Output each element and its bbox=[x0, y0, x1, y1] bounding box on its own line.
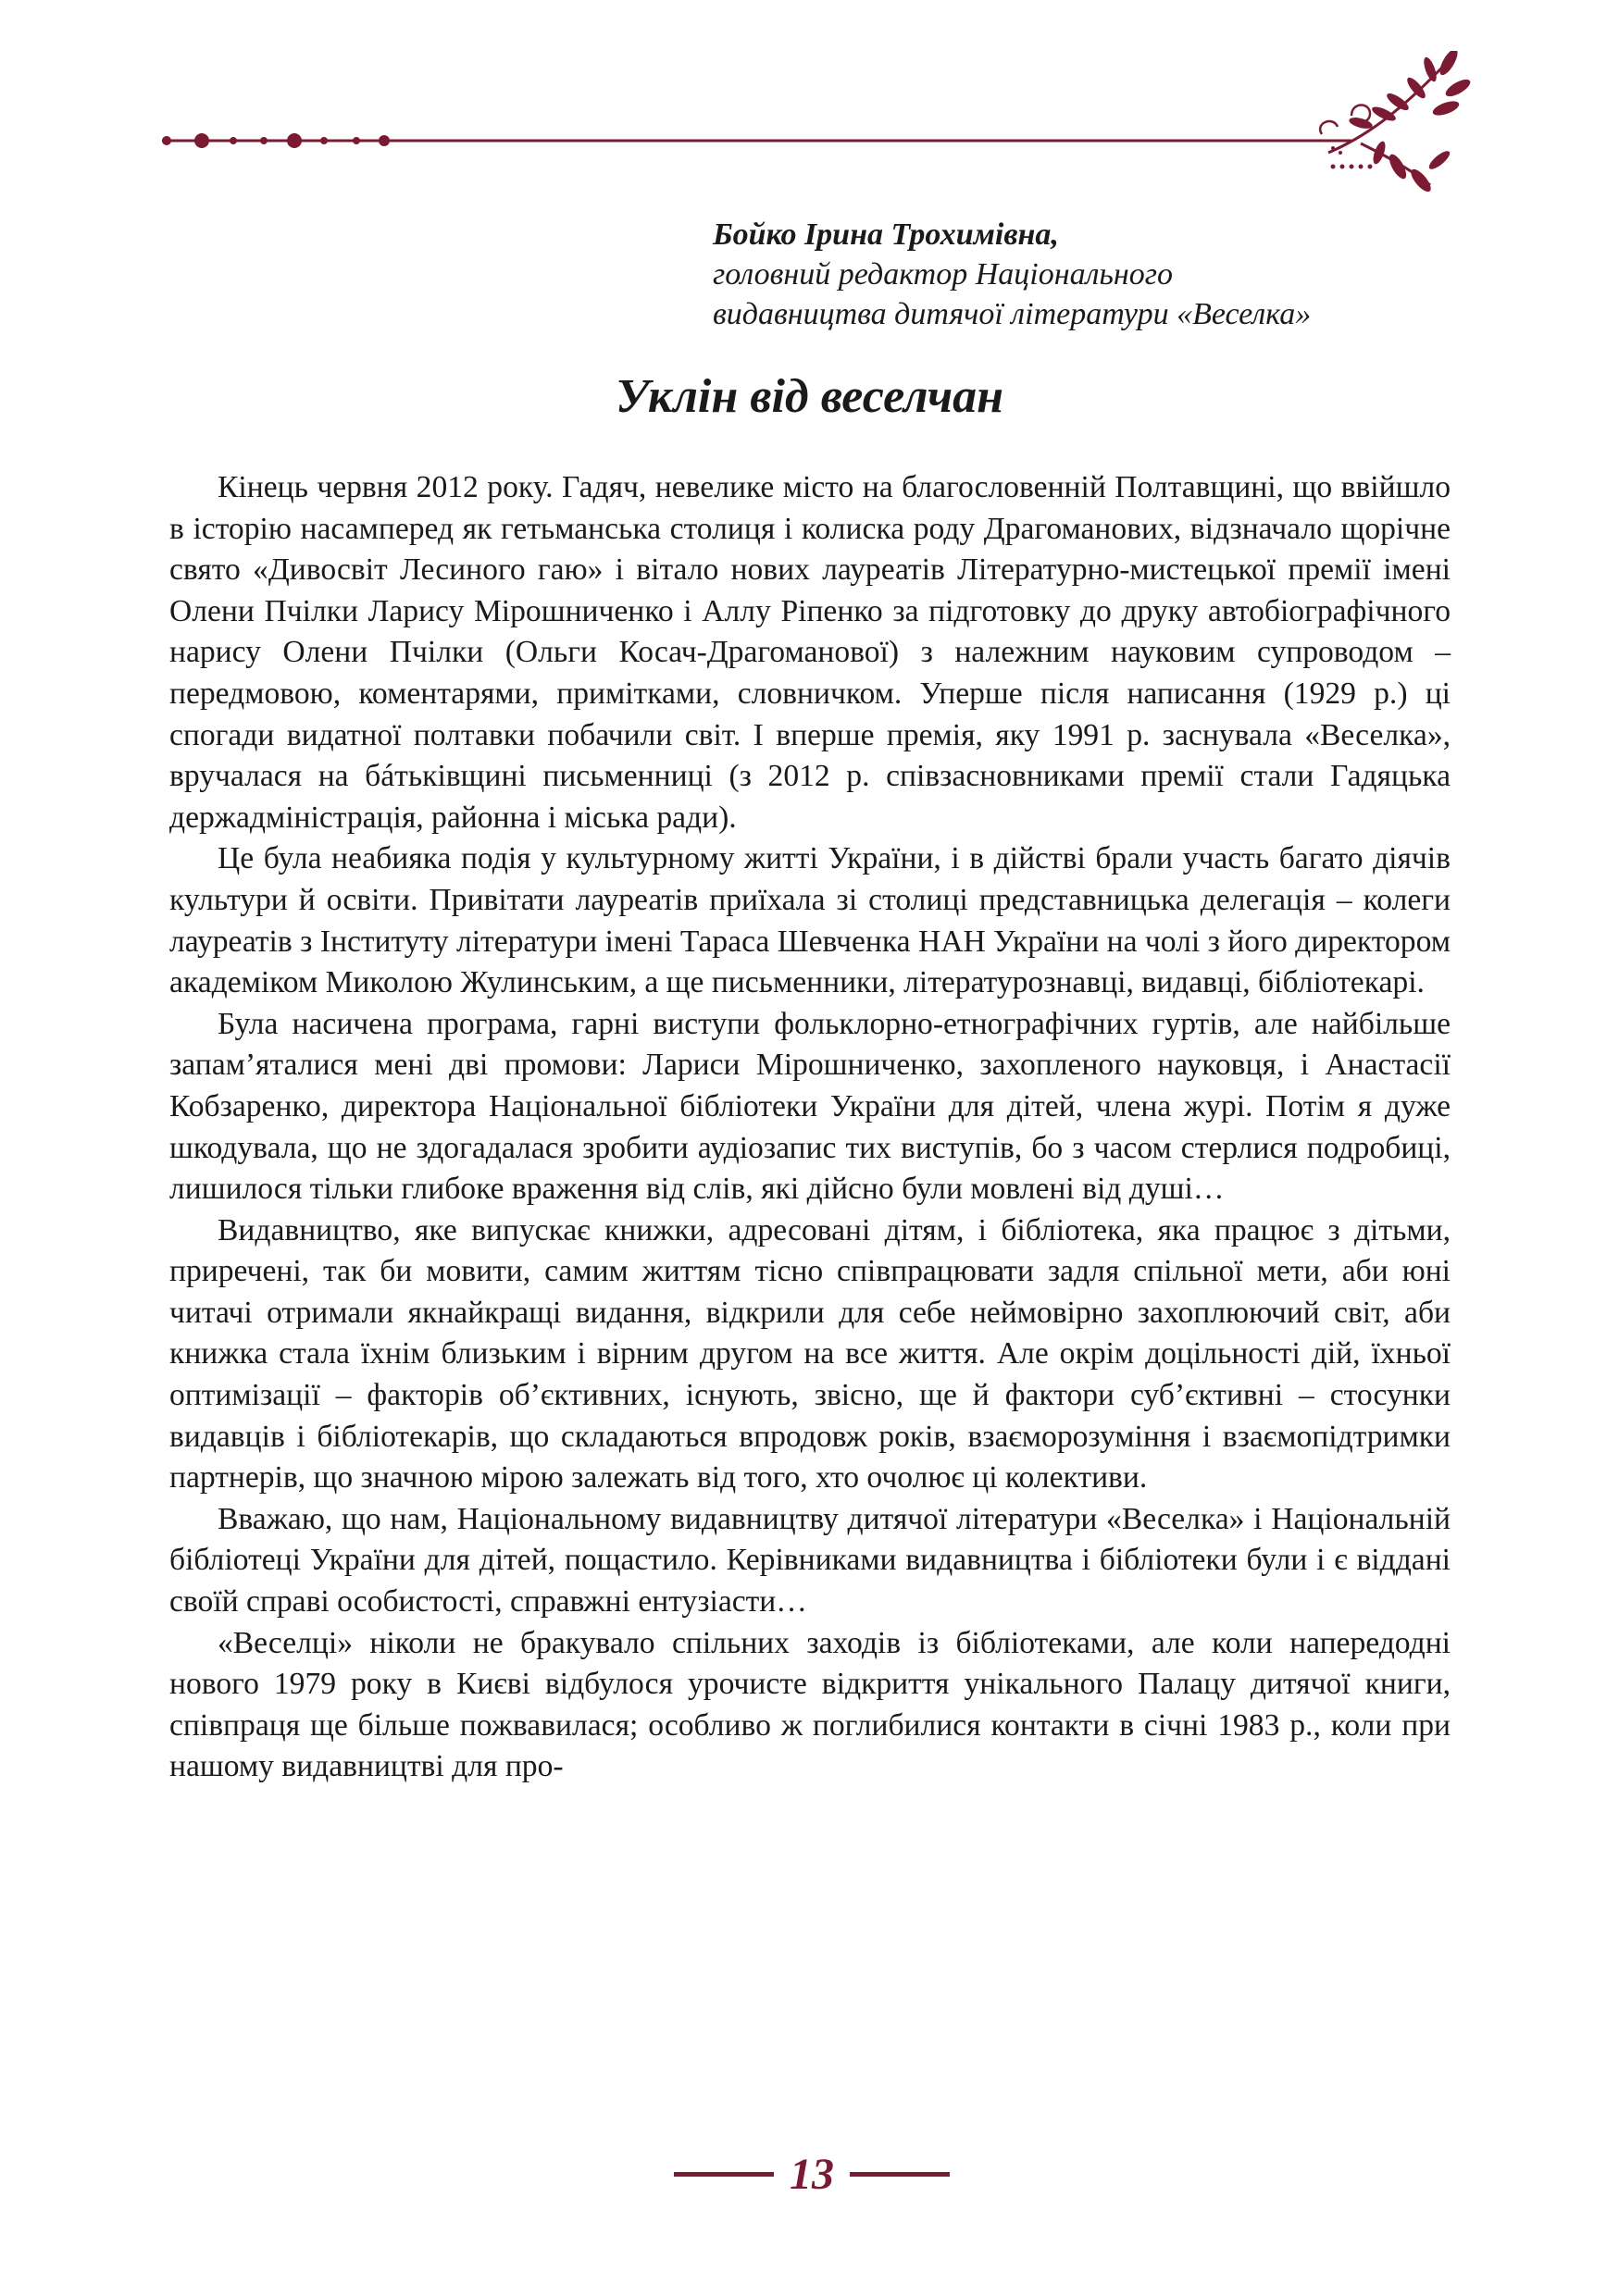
paragraph: Видавництво, яке випускає книжки, адресовані дітям, і бібліотека, яка працює з дітьми, приречені, так би мовити, самим життям тісно співпрацювати задля спільної мети, аби юні читачі отримали якнайкращі видання, відкрили для себе неймовірно захоплюючий світ, аби книжка стала їхнім близьким і вірним другом на все життя. Але окрім доцільності дій, їхньої оптимізації – факторів об’єктивних, існують, звісно, ще й фактори суб’єктивні – стосунки видавців і бібліотекарів, що складаються впродовж років, взаєморозуміння і взаємопідтримки партнерів, що значною мірою залежать від того, хто очолює ці колективи. bbox=[169, 1212, 1451, 1496]
footer-rule-right bbox=[850, 2172, 950, 2177]
paragraph: «Веселці» ніколи не бракувало спільних заходів із бібліотеками, але коли напередодні нового 1979 року в Києві відбулося урочисте відкриття унікального Палацу дитячої книги, співпраця ще більше пожвавилася; особливо ж поглибилися контакти в січні 1983 р., коли при нашому видавництві для про- bbox=[169, 1625, 1451, 1784]
floral-header-ornament-icon bbox=[157, 51, 1472, 199]
page-number: 13 bbox=[790, 2150, 834, 2199]
paragraph: Вважаю, що нам, Національному видавництву дитячої літератури «Веселка» і Національній бібліотеці України для дітей, пощастило. Керівниками видавництва і бібліотеки були і є віддані своїй справі особистості, справжні ентузіасти… bbox=[169, 1501, 1451, 1620]
page-footer bbox=[0, 2147, 1619, 2203]
footer-rule-left bbox=[674, 2172, 774, 2177]
paragraph: Кінець червня 2012 року. Гадяч, невелике місто на благословенній Полтавщині, що ввійшло в історію насамперед як гетьманська столиця і колиска роду Драгоманових, відзначало щорічне свято «Дивосвіт Лесиного гаю» і вітало нових лауреатів Літературно-мистецької премії імені Олени Пчілки Ларису Мірошниченко і Аллу Ріпенко за підготовку до друку автобіографічного нарису Олени Пчілки (Ольги Косач-Драгоманової) з належним науковим супроводом – передмовою, коментарями, примітками, словничком. Уперше після написання (1929 р.) ці спогади видатної полтавки побачили світ. І вперше премія, яку 1991 р. заснувала «Веселка», вручалася на бáтьківщині письменниці (з 2012 р. співзасновниками премії стали Гадяцька держадміністрація, районна і міська ради). bbox=[169, 470, 1451, 835]
article-body bbox=[169, 467, 1451, 1788]
paragraph: Була насичена програма, гарні виступи фольклорно-етнографічних гуртів, але найбільше запам’яталися мені дві промови: Лариси Мірошниченко, захопленого науковця, і Анастасії Кобзаренко, директора Національної бібліотеки України для дітей, члена журі. Потім я дуже шкодувала, що не здогадалася зробити аудіозапис тих виступів, бо з часом стерлися подробиці, лишилося тільки глибоке враження від слів, які дійсно були мовлені від душі… bbox=[169, 1006, 1451, 1207]
author-role-line-2: видавництва дитячої літератури «Веселка» bbox=[713, 297, 1312, 331]
author-block bbox=[713, 215, 1481, 334]
author-name: Бойко Ірина Трохимівна, bbox=[713, 217, 1059, 252]
paragraph: Це була неабияка подія у культурному житті України, і в дійстві брали участь багато діячів культури й освіти. Привітати лауреатів приїхала зі столиці представницька делегація – колеги лауреатів з Інституту літератури імені Тараса Шевченка НАН України на чолі з його директором академіком Миколою Жулинським, а ще письменники, літературознавці, видавці, бібліотекарі. bbox=[169, 841, 1451, 1000]
author-role-line-1: головний редактор Національного bbox=[713, 257, 1174, 292]
article-title: Уклін від веселчан bbox=[615, 370, 1004, 423]
